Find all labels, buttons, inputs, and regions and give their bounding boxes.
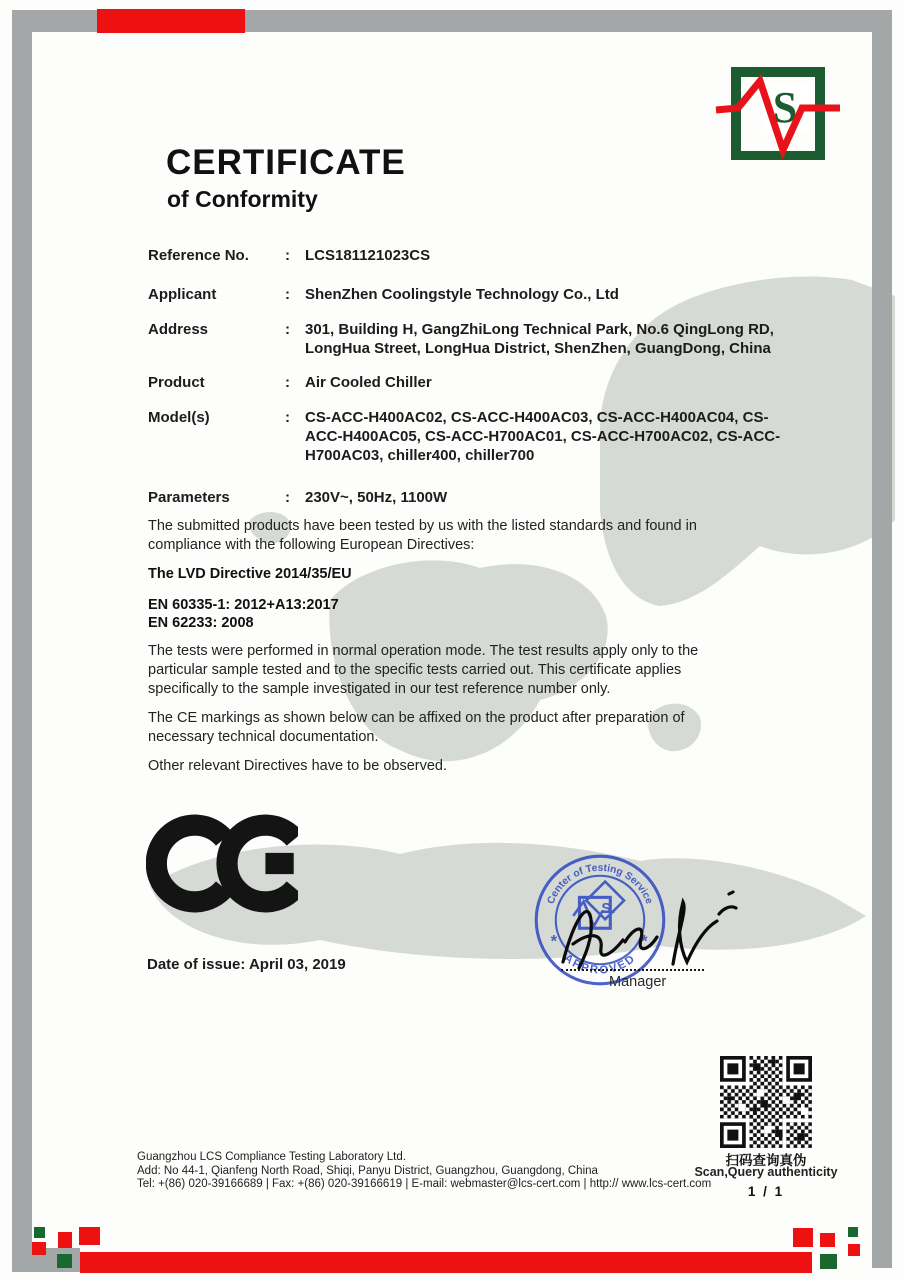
standard-line: EN 60335-1: 2012+A13:2017 — [148, 597, 339, 613]
qr-code — [720, 1056, 812, 1148]
qr-caption-chinese: 扫码查询真伪 — [725, 1153, 807, 1168]
other-directives-line: Other relevant Directives have to be observed. — [148, 758, 448, 774]
corner-square — [820, 1233, 835, 1247]
ce-mark — [146, 813, 298, 914]
field-label: Product — [148, 374, 205, 391]
field-row-parameters — [148, 488, 808, 507]
page-number: 1 / 1 — [747, 1184, 785, 1199]
qr-caption-english: Scan,Query authenticity — [694, 1165, 838, 1179]
stamp-arc-bottom-text: APPROVED — [561, 952, 639, 977]
certificate-title: CERTIFICATE — [166, 143, 406, 182]
corner-square — [848, 1227, 858, 1237]
footer-contact: Tel: +(86) 020-39166689 | Fax: +(86) 020-39166619 | E-mail: webmaster@lcs-cert.com | http:// www.lcs-cert.com — [137, 1178, 712, 1190]
field-value: CS-ACC-H400AC02, CS-ACC-H400AC03, CS-ACC-H400AC04, CS-ACC-H400AC05, CS-ACC-H700AC01, CS-ACC-H700AC02, CS-ACC-H700AC03, chiller400, chiller700 — [305, 409, 781, 464]
directive-line: The LVD Directive 2014/35/EU — [148, 566, 352, 582]
stamp-inner-letter: S — [601, 900, 611, 917]
signature-line — [561, 969, 704, 971]
border-right — [872, 10, 892, 1268]
stamp-star-right: * — [641, 932, 648, 951]
border-left — [12, 10, 32, 1250]
statement-intro: The submitted products have been tested by us with the listed standards and found in compliance with the following European Directives: — [148, 518, 697, 553]
corner-square — [58, 1232, 72, 1248]
stamp-arc-top-text: Center of Testing Service — [545, 862, 655, 906]
field-value: ShenZhen Coolingstyle Technology Co., Ltd — [305, 286, 619, 303]
field-value: 301, Building H, GangZhiLong Technical Park, No.6 QingLong RD, LongHua Street, LongHua District, ShenZhen, GuangDong, China — [305, 321, 774, 357]
corner-square — [820, 1254, 837, 1269]
field-row-address — [148, 320, 808, 358]
field-value: Air Cooled Chiller — [305, 374, 432, 391]
field-colon: : — [285, 286, 290, 303]
field-value: 230V~, 50Hz, 1100W — [305, 489, 448, 506]
certificate-subtitle: of Conformity — [167, 186, 318, 212]
field-row-applicant — [148, 285, 808, 304]
field-colon: : — [285, 374, 290, 391]
standard-line: EN 62233: 2008 — [148, 615, 254, 631]
field-colon: : — [285, 489, 290, 506]
field-colon: : — [285, 247, 290, 264]
corner-square — [79, 1227, 100, 1245]
field-label: Model(s) — [148, 409, 210, 426]
logo-letter: S — [772, 83, 798, 132]
tests-paragraph: The tests were performed in normal operation mode. The test results apply only to the particular sample tested and to the specific tests carried out. This certificate applies specifically to the sample investigated in our test reference number only. — [148, 643, 699, 697]
field-label: Address — [148, 321, 209, 338]
footer-address: Add: No 44-1, Qianfeng North Road, Shiqi, Panyu District, Guangzhou, Guangdong, China — [137, 1164, 598, 1177]
date-of-issue: Date of issue: April 03, 2019 — [147, 956, 346, 973]
field-colon: : — [285, 409, 290, 426]
stamp-star-left: * — [550, 932, 558, 951]
field-value: LCS181121023CS — [305, 247, 431, 264]
field-label: Reference No. — [148, 247, 249, 264]
border-top-red-segment — [97, 9, 245, 33]
corner-square — [848, 1244, 860, 1256]
corner-square — [32, 1242, 46, 1255]
ce-paragraph: The CE markings as shown below can be affixed on the product after preparation of necessary technical documentation. — [148, 710, 685, 745]
corner-square — [793, 1228, 813, 1247]
field-colon: : — [285, 321, 290, 338]
corner-square — [57, 1254, 72, 1268]
field-label: Applicant — [148, 286, 217, 303]
lcs-logo — [714, 60, 844, 160]
footer-company: Guangzhou LCS Compliance Testing Laboratory Ltd. — [137, 1151, 406, 1163]
corner-square — [34, 1227, 45, 1238]
footer-block — [137, 1151, 777, 1192]
field-row-models — [148, 408, 808, 465]
signer-title: Manager — [609, 974, 667, 990]
field-label: Parameters — [148, 489, 230, 506]
border-bottom-red-bar — [80, 1252, 812, 1273]
field-row-reference — [148, 246, 808, 265]
field-row-product — [148, 373, 808, 392]
